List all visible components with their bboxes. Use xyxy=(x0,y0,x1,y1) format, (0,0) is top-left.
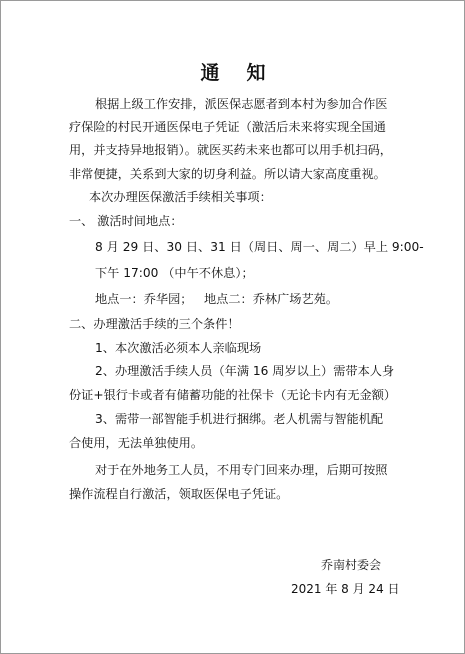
section1-place-1: 地点一：乔华园； xyxy=(95,292,193,306)
section2-condition-1: 1、本次激活必须本人亲临现场 xyxy=(95,341,262,355)
title-char-1: 通 xyxy=(200,62,221,84)
section2-condition-2-line-2: 份证+银行卡或者有储蓄功能的社保卡（无论卡内有无金额） xyxy=(69,388,397,402)
section1-place-2: 地点二：乔林广场艺苑。 xyxy=(204,292,339,306)
closing-line-1: 对于在外地务工人员，不用专门回来办理，后期可按照 xyxy=(95,463,388,477)
section2-condition-3-line-2: 合使用，无法单独使用。 xyxy=(69,436,204,450)
items-intro: 本次办理医保激活手续相关事项： xyxy=(89,190,272,204)
intro-line-2: 疗保险的村民开通医保电子凭证（激活后未来将实现全国通 xyxy=(69,120,386,134)
intro-line-3: 用，并支持异地报销）。就医买药未来也都可以用手机扫码， xyxy=(69,143,392,157)
intro-line-4: 非常便捷，关系到大家的切身利益。所以请大家高度重视。 xyxy=(69,167,386,181)
signature-organization: 乔南村委会 xyxy=(321,558,382,572)
title-char-2: 知 xyxy=(246,62,267,84)
intro-line-1: 根据上级工作安排，派医保志愿者到本村为参加合作医 xyxy=(95,97,388,111)
section1-time-line-2: 下午 17:00 （中午不休息）； xyxy=(95,266,254,280)
section2-condition-2-line-1: 2、办理激活手续人员（年满 16 周岁以上）需带本人身 xyxy=(95,364,395,378)
section2-heading: 二、办理激活手续的三个条件！ xyxy=(69,317,240,331)
section1-heading: 一、 激活时间地点： xyxy=(69,214,183,228)
notice-title xyxy=(1,58,465,85)
signature-date: 2021 年 8 月 24 日 xyxy=(291,582,400,596)
closing-line-2: 操作流程自行激活，领取医保电子凭证。 xyxy=(69,487,289,501)
section1-time-line-1: 8 月 29 日、30 日、31 日（周日、周一、周二）早上 9:00- xyxy=(95,240,424,254)
section2-condition-3-line-1: 3、需带一部智能手机进行捆绑。老人机需与智能机配 xyxy=(95,412,384,426)
